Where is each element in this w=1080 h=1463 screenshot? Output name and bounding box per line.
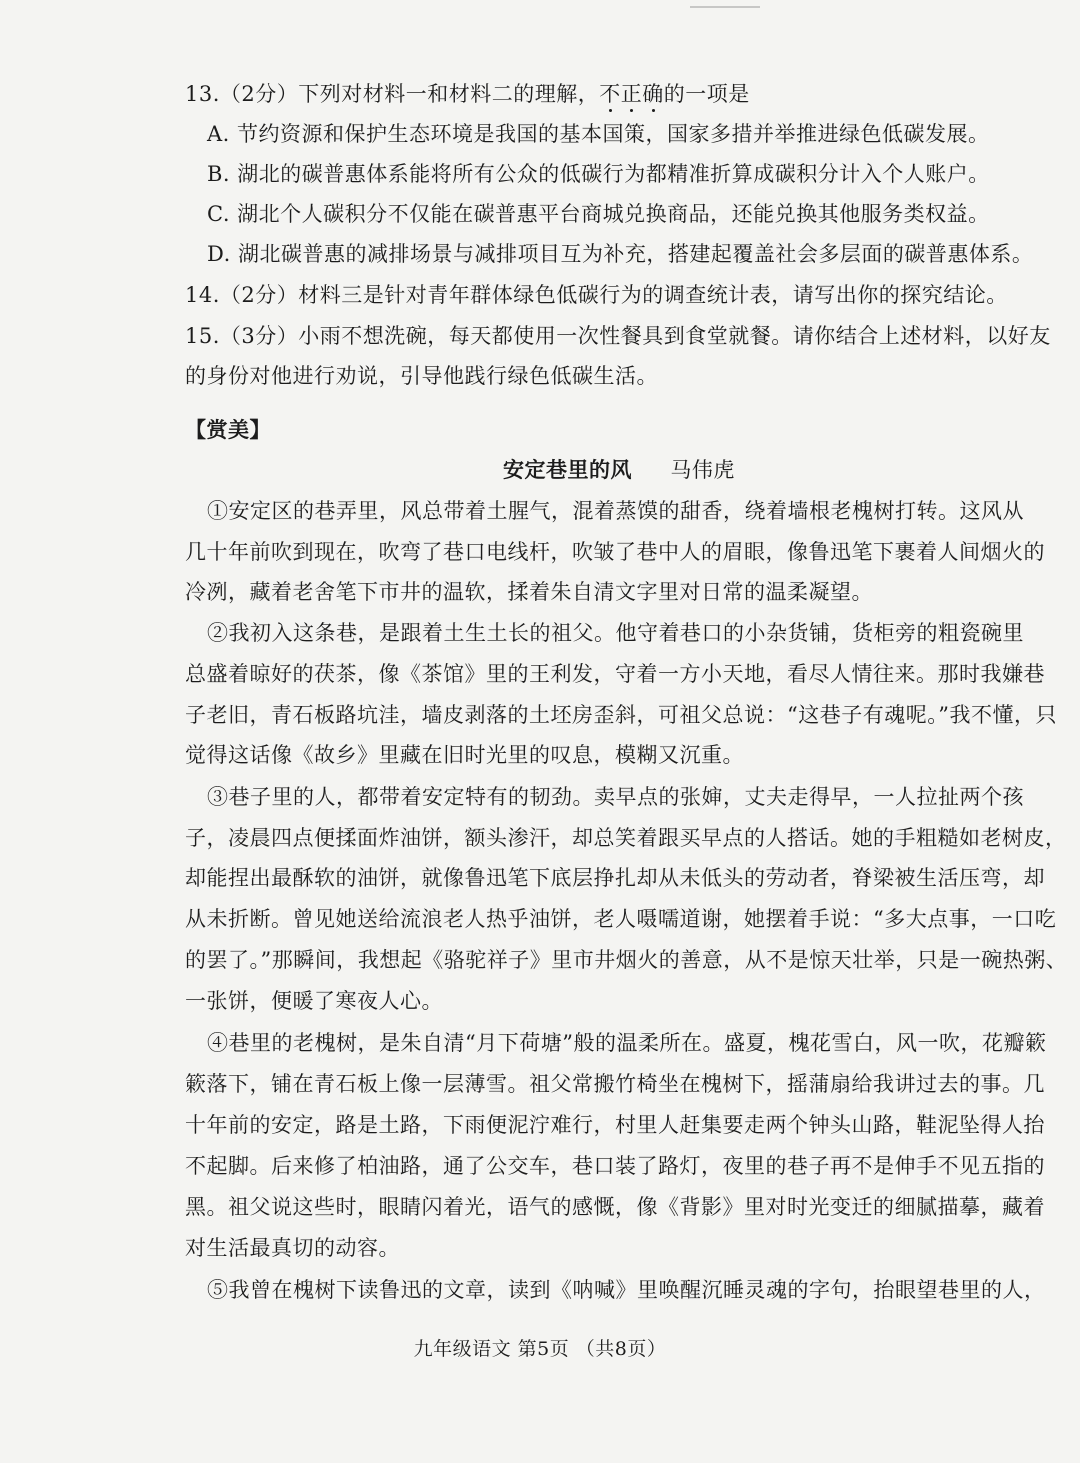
- question-15-line-2: 的身份对他进行劝说，引导他践行绿色低碳生活。: [185, 364, 658, 388]
- para-3-line: ③巷子里的人，都带着安定特有的韧劲。卖早点的张婶，丈夫走得早，一人拉扯两个孩: [207, 785, 1024, 809]
- article-title: 安定巷里的风: [503, 457, 632, 482]
- para-1-line: ①安定区的巷弄里，风总带着土腥气，混着蒸馍的甜香，绕着墙根老槐树打转。这风从: [207, 499, 1024, 523]
- question-15-line-1: 15.（3分）小雨不想洗碗，每天都使用一次性餐具到食堂就餐。请你结合上述材料，以好友: [185, 324, 1051, 348]
- option-d: D. 湖北碳普惠的减排场景与减排项目互为补充，搭建起覆盖社会多层面的碳普惠体系。: [207, 242, 1034, 266]
- para-3-line: 子，凌晨四点便揉面炸油饼，额头渗汗，却总笑着跟买早点的人搭话。她的手粗糙如老树皮，: [185, 826, 1067, 850]
- para-4-line: 十年前的安定，路是土路，下雨便泥泞难行，村里人赶集要走两个钟头山路，鞋泥坠得人抬: [185, 1113, 1045, 1137]
- emphasis-char: 确: [642, 82, 664, 106]
- question-13-stem-end: 的一项是: [663, 82, 750, 106]
- para-1-line: 几十年前吹到现在，吹弯了巷口电线杆，吹皱了巷中人的眉眼，像鲁迅笔下裹着人间烟火的: [185, 540, 1045, 564]
- option-c: C. 湖北个人碳积分不仅能在碳普惠平台商城兑换商品，还能兑换其他服务类权益。: [207, 202, 990, 226]
- para-1-line: 冷冽，藏着老舍笔下市井的温软，揉着朱自清文字里对日常的温柔凝望。: [185, 580, 873, 604]
- para-4-line: 不起脚。后来修了柏油路，通了公交车，巷口装了路灯，夜里的巷子再不是伸手不见五指的: [185, 1154, 1045, 1178]
- option-b: B. 湖北的碳普惠体系能将所有公众的低碳行为都精准折算成碳积分计入个人账户。: [207, 162, 990, 186]
- page-footer: 九年级语文 第5页 （共8页）: [413, 1338, 667, 1360]
- question-13-stem: 13.（2分）下列对材料一和材料二的理解，: [185, 82, 600, 106]
- para-4-line: 黑。祖父说这些时，眼睛闪着光，语气的感慨，像《背影》里对时光变迁的细腻描摹，藏着: [185, 1195, 1045, 1219]
- question-14: 14.（2分）材料三是针对青年群体绿色低碳行为的调查统计表，请写出你的探究结论。: [185, 283, 1008, 307]
- article-author: 马伟虎: [670, 458, 735, 482]
- para-2-line: 子老旧，青石板路坑洼，墙皮剥落的土坯房歪斜，可祖父总说：“这巷子有魂呢。”我不懂，只: [185, 703, 1057, 727]
- para-4-line: 簌落下，铺在青石板上像一层薄雪。祖父常搬竹椅坐在槐树下，摇蒲扇给我讲过去的事。几: [185, 1072, 1045, 1096]
- option-a: A. 节约资源和保护生态环境是我国的基本国策，国家多措并举推进绿色低碳发展。: [207, 122, 990, 146]
- emphasis-char: 不: [599, 82, 621, 106]
- scan-edge-mark: [690, 0, 760, 8]
- para-3-line: 从未折断。曾见她送给流浪老人热乎油饼，老人嗫嚅道谢，她摆着手说：“多大点事，一口吃: [185, 907, 1057, 931]
- emphasis-char: 正: [620, 82, 643, 106]
- question-13: [185, 80, 750, 108]
- para-2-line: ②我初入这条巷，是跟着土生土长的祖父。他守着巷口的小杂货铺，货柜旁的粗瓷碗里: [207, 621, 1024, 645]
- para-4-line: 对生活最真切的动容。: [185, 1236, 400, 1260]
- para-5-line: ⑤我曾在槐树下读鲁迅的文章，读到《呐喊》里唤醒沉睡灵魂的字句，抬眼望巷里的人，: [207, 1278, 1046, 1302]
- article-heading: [503, 456, 735, 484]
- para-4-line: ④巷里的老槐树，是朱自清“月下荷塘”般的温柔所在。盛夏，槐花雪白，风一吹，花瓣簌: [207, 1031, 1047, 1055]
- para-2-line: 觉得这话像《故乡》里藏在旧时光里的叹息，模糊又沉重。: [185, 743, 744, 767]
- para-3-line: 的罢了。”那瞬间，我想起《骆驼祥子》里市井烟火的善意，从不是惊天壮举，只是一碗热粥、: [185, 948, 1068, 972]
- para-3-line: 却能捏出最酥软的油饼，就像鲁迅笔下底层挣扎却从未低头的劳动者，脊梁被生活压弯，却: [185, 866, 1045, 890]
- section-heading: 【赏美】: [185, 417, 271, 442]
- para-2-line: 总盛着晾好的茯茶，像《茶馆》里的王利发，守着一方小天地，看尽人情往来。那时我嫌巷: [185, 662, 1045, 686]
- para-3-line: 一张饼，便暖了寒夜人心。: [185, 989, 443, 1013]
